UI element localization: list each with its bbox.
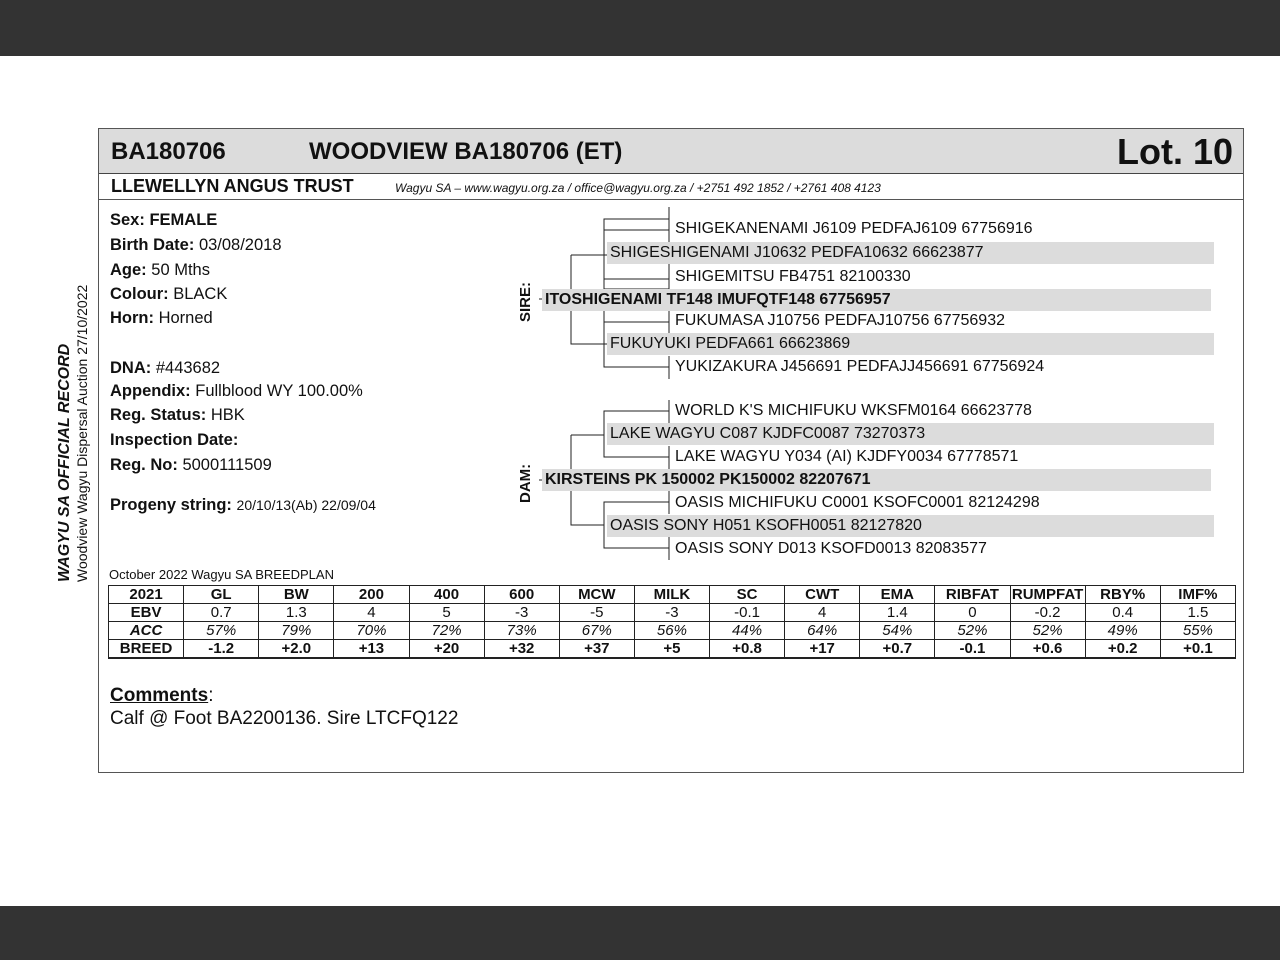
table-cell: 4 <box>334 604 409 622</box>
table-cell: 5 <box>409 604 484 622</box>
lot-card <box>98 128 1244 773</box>
sire-label: SIRE: <box>517 281 534 322</box>
column-header: SC <box>710 586 785 604</box>
table-cell: 1.3 <box>259 604 334 622</box>
animal-name: WOODVIEW BA180706 (ET) <box>309 138 623 165</box>
table-cell: 52% <box>935 622 1010 640</box>
table-cell: 0.7 <box>184 604 259 622</box>
column-header: CWT <box>785 586 860 604</box>
table-cell: 70% <box>334 622 409 640</box>
column-header: RUMPFAT <box>1011 586 1084 603</box>
dam-label: DAM: <box>517 463 534 503</box>
ebv-table <box>108 585 1236 659</box>
pedigree-sire-sire: SHIGESHIGENAMI J10632 PEDFA10632 66623877 <box>607 242 1214 264</box>
breed-row <box>109 640 1236 659</box>
table-cell: 1.5 <box>1160 604 1235 622</box>
reg-no-field: Reg. No: 5000111509 <box>110 456 272 474</box>
table-cell: -5 <box>559 604 634 622</box>
table-cell: +13 <box>334 640 409 659</box>
table-cell: +0.2 <box>1085 640 1160 659</box>
pedigree-dam-dam-sire: OASIS MICHIFUKU C0001 KSOFC0001 82124298 <box>675 494 1040 511</box>
table-cell: +0.7 <box>860 640 935 659</box>
pedigree-dam-sire-sire: WORLD K'S MICHIFUKU WKSFM0164 66623778 <box>675 402 1032 419</box>
column-header: MILK <box>634 586 709 604</box>
pedigree-dam-sire-dam: LAKE WAGYU Y034 (AI) KJDFY0034 67778571 <box>675 448 1019 465</box>
table-cell: -3 <box>634 604 709 622</box>
top-bar <box>0 0 1280 56</box>
age-field: Age: 50 Mths <box>110 261 210 279</box>
table-cell: 55% <box>1160 622 1235 640</box>
table-cell: +5 <box>634 640 709 659</box>
pedigree-dam-sire: LAKE WAGYU C087 KJDFC0087 73270373 <box>607 423 1214 445</box>
appendix-field: Appendix: Fullblood WY 100.00% <box>110 382 363 400</box>
reg-status-field: Reg. Status: HBK <box>110 406 245 424</box>
column-header: MCW <box>559 586 634 604</box>
lot-number: Lot. 10 <box>1116 131 1233 172</box>
table-cell: -3 <box>484 604 559 622</box>
table-cell: +17 <box>785 640 860 659</box>
table-cell: +0.8 <box>710 640 785 659</box>
record-title: WAGYU SA OFFICIAL RECORD <box>56 343 73 582</box>
table-cell: 1.4 <box>860 604 935 622</box>
acc-row <box>109 622 1236 640</box>
table-cell: 52% <box>1010 622 1085 640</box>
ebv-header-row <box>109 586 1236 604</box>
table-cell: 54% <box>860 622 935 640</box>
pedigree-sire: ITOSHIGENAMI TF148 IMUFQTF148 67756957 <box>542 289 1211 311</box>
birth-date-field: Birth Date: 03/08/2018 <box>110 236 282 254</box>
horn-field: Horn: Horned <box>110 309 213 327</box>
table-cell: 0.4 <box>1085 604 1160 622</box>
table-cell: -0.1 <box>710 604 785 622</box>
pedigree-sire-dam: FUKUYUKI PEDFA661 66623869 <box>607 333 1214 355</box>
table-cell: -0.2 <box>1010 604 1085 622</box>
table-cell: 73% <box>484 622 559 640</box>
table-cell: +20 <box>409 640 484 659</box>
table-cell: +37 <box>559 640 634 659</box>
pedigree-dam-dam-dam: OASIS SONY D013 KSOFD0013 82083577 <box>675 540 987 557</box>
column-header: 600 <box>484 586 559 604</box>
table-cell: +0.1 <box>1160 640 1235 659</box>
animal-id: BA180706 <box>111 138 226 165</box>
table-cell: +0.6 <box>1010 640 1085 659</box>
table-cell: 44% <box>710 622 785 640</box>
inspection-date-field: Inspection Date: <box>110 431 239 449</box>
table-cell: 56% <box>634 622 709 640</box>
colour-field: Colour: BLACK <box>110 285 228 303</box>
pedigree-sire-sire-sire: SHIGEKANENAMI J6109 PEDFAJ6109 67756916 <box>675 220 1033 237</box>
table-cell: 67% <box>559 622 634 640</box>
pedigree-sire-dam-sire: FUKUMASA J10756 PEDFAJ10756 67756932 <box>675 312 1005 329</box>
year-header: 2021 <box>109 586 184 604</box>
table-cell: 64% <box>785 622 860 640</box>
dna-field: DNA: #443682 <box>110 359 221 377</box>
comments-text: Calf @ Foot BA2200136. Sire LTCFQ122 <box>110 708 459 729</box>
table-cell: 72% <box>409 622 484 640</box>
column-header: 400 <box>409 586 484 604</box>
row-label: BREED <box>109 640 184 659</box>
table-cell: +2.0 <box>259 640 334 659</box>
row-label: ACC <box>109 622 184 640</box>
table-cell: 49% <box>1085 622 1160 640</box>
owner-name: LLEWELLYN ANGUS TRUST <box>111 176 354 196</box>
column-header: IMF% <box>1160 586 1235 604</box>
ebv-row <box>109 604 1236 622</box>
table-cell: 79% <box>259 622 334 640</box>
record-subtitle: Woodview Wagyu Dispersal Auction 27/10/2022 <box>74 284 90 582</box>
column-header: RBY% <box>1085 586 1160 604</box>
column-header: 200 <box>334 586 409 604</box>
comments-heading: Comments: <box>110 685 214 706</box>
contact-info: Wagyu SA – www.wagyu.org.za / office@wagyu.org.za / +2751 492 1852 / +2761 408 4123 <box>395 181 881 195</box>
pedigree-sire-sire-dam: SHIGEMITSU FB4751 82100330 <box>675 268 911 285</box>
progeny-string-field: Progeny string: 20/10/13(Ab) 22/09/04 <box>110 496 376 514</box>
column-header: EMA <box>860 586 935 604</box>
sex-field: Sex: FEMALE <box>110 211 218 229</box>
column-header: RIBFAT <box>935 586 1010 604</box>
table-cell: +32 <box>484 640 559 659</box>
table-cell: -1.2 <box>184 640 259 659</box>
pedigree-dam-dam: OASIS SONY H051 KSOFH0051 82127820 <box>607 515 1214 537</box>
table-cell: 4 <box>785 604 860 622</box>
column-header: BW <box>259 586 334 604</box>
pedigree-dam: KIRSTEINS PK 150002 PK150002 82207671 <box>542 469 1211 491</box>
bottom-bar <box>0 906 1280 960</box>
pedigree-sire-dam-dam: YUKIZAKURA J456691 PEDFAJJ456691 67756924 <box>675 358 1045 375</box>
table-cell: -0.1 <box>935 640 1010 659</box>
column-header: GL <box>184 586 259 604</box>
vertical-record-label <box>56 285 90 582</box>
row-label: EBV <box>109 604 184 622</box>
table-cell: 0 <box>935 604 1010 622</box>
table-cell: 57% <box>184 622 259 640</box>
breedplan-title: October 2022 Wagyu SA BREEDPLAN <box>109 567 334 582</box>
